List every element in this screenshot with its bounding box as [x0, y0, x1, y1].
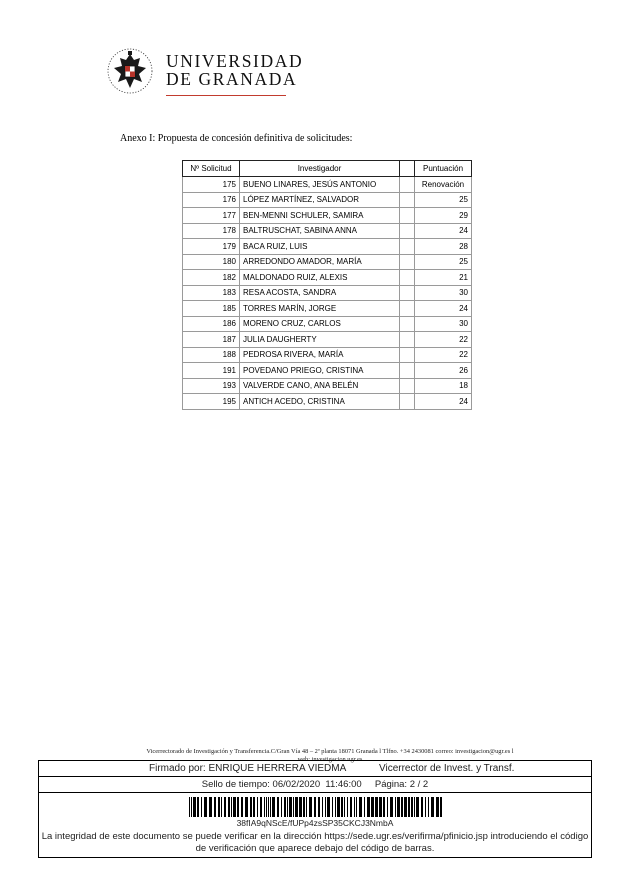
cell-number: 186 [183, 316, 240, 332]
table-row [183, 192, 472, 208]
cell-number: 183 [183, 285, 240, 301]
cell-score: 18 [415, 378, 472, 394]
cell-number: 175 [183, 177, 240, 193]
cell-number: 185 [183, 301, 240, 317]
cell-score: 24 [415, 394, 472, 410]
cell-score: 28 [415, 239, 472, 255]
barcode-icon [189, 797, 445, 817]
cell-number: 179 [183, 239, 240, 255]
applications-table [182, 160, 472, 410]
table-row [183, 239, 472, 255]
cell-researcher: BALTRUSCHAT, SABINA ANNA [240, 223, 400, 239]
cell-score: 29 [415, 208, 472, 224]
cell-number: 187 [183, 332, 240, 348]
cell-spacer [400, 254, 415, 270]
table-row [183, 363, 472, 379]
cell-score: 25 [415, 254, 472, 270]
cell-spacer [400, 332, 415, 348]
table-row [183, 177, 472, 193]
cell-number: 182 [183, 270, 240, 286]
table-header-row [183, 161, 472, 177]
signer-row [39, 761, 591, 777]
cell-researcher: BACA RUIZ, LUIS [240, 239, 400, 255]
cell-researcher: LÓPEZ MARTÍNEZ, SALVADOR [240, 192, 400, 208]
col-header-score: Puntuación [415, 161, 472, 177]
table-row [183, 254, 472, 270]
table-row [183, 347, 472, 363]
logo-divider [166, 95, 286, 96]
cell-researcher: ARREDONDO AMADOR, MARÍA [240, 254, 400, 270]
col-header-researcher: Investigador [240, 161, 400, 177]
cell-spacer [400, 316, 415, 332]
cell-spacer [400, 285, 415, 301]
cell-spacer [400, 378, 415, 394]
table-row [183, 301, 472, 317]
signer-role: Vicerrector de Invest. y Transf. [379, 763, 515, 774]
cell-researcher: VALVERDE CANO, ANA BELÉN [240, 378, 400, 394]
university-name-line2: DE GRANADA [166, 69, 298, 89]
cell-researcher: ANTICH ACEDO, CRISTINA [240, 394, 400, 410]
verification-code: 38fIA9qNScE/fUPp4zsSP35CKCJ3NmbA [236, 818, 394, 828]
university-crest-icon [104, 46, 156, 96]
verification-instructions: La integridad de este documento se puede verificar en la dirección https://sede.ugr.es/verifirma/pfinicio.jsp introduciendo el código de verificación que aparece debajo del código de barras. [41, 831, 589, 854]
cell-number: 176 [183, 192, 240, 208]
table-row [183, 332, 472, 348]
table-row [183, 378, 472, 394]
cell-score: 24 [415, 223, 472, 239]
cell-score: 21 [415, 270, 472, 286]
cell-spacer [400, 270, 415, 286]
signature-box [38, 760, 592, 858]
cell-score: 22 [415, 332, 472, 348]
col-header-spacer [400, 161, 415, 177]
university-logo [104, 42, 304, 102]
cell-spacer [400, 394, 415, 410]
signer-name: Firmado por: ENRIQUE HERRERA VIEDMA [149, 763, 347, 774]
cell-number: 195 [183, 394, 240, 410]
annex-title: Anexo I: Propuesta de concesión definitiva de solicitudes: [120, 133, 353, 144]
cell-number: 178 [183, 223, 240, 239]
cell-number: 180 [183, 254, 240, 270]
cell-spacer [400, 177, 415, 193]
cell-researcher: RESA ACOSTA, SANDRA [240, 285, 400, 301]
cell-number: 177 [183, 208, 240, 224]
table-row [183, 208, 472, 224]
footer-contact-note: Vicerrectorado de Investigación y Transferencia.C/Gran Vía 48 – 2ª planta 18071 Granada l Tlfno. +34 2430081 correo: investigacion@ugr.es l web: investigacion.ugr.es [146, 748, 514, 763]
timestamp-row: Sello de tiempo: 06/02/2020 11:46:00 Página: 2 / 2 [39, 777, 591, 793]
cell-score: 22 [415, 347, 472, 363]
university-name-line1: UNIVERSIDAD [166, 51, 304, 71]
table-row [183, 285, 472, 301]
cell-spacer [400, 347, 415, 363]
cell-researcher: TORRES MARÍN, JORGE [240, 301, 400, 317]
cell-researcher: POVEDANO PRIEGO, CRISTINA [240, 363, 400, 379]
cell-researcher: BUENO LINARES, JESÚS ANTONIO [240, 177, 400, 193]
cell-researcher: PEDROSA RIVERA, MARÍA [240, 347, 400, 363]
table-row [183, 270, 472, 286]
table-row [183, 223, 472, 239]
cell-spacer [400, 301, 415, 317]
cell-score: 30 [415, 316, 472, 332]
cell-researcher: JULIA DAUGHERTY [240, 332, 400, 348]
university-name [166, 52, 303, 88]
cell-spacer [400, 192, 415, 208]
cell-number: 188 [183, 347, 240, 363]
cell-score: 24 [415, 301, 472, 317]
table-row [183, 316, 472, 332]
cell-number: 191 [183, 363, 240, 379]
cell-spacer [400, 363, 415, 379]
cell-score: 26 [415, 363, 472, 379]
table-row [183, 394, 472, 410]
cell-researcher: BEN-MENNI SCHULER, SAMIRA [240, 208, 400, 224]
cell-number: 193 [183, 378, 240, 394]
cell-score: Renovación [415, 177, 472, 193]
cell-score: 25 [415, 192, 472, 208]
cell-researcher: MALDONADO RUIZ, ALEXIS [240, 270, 400, 286]
cell-spacer [400, 208, 415, 224]
cell-score: 30 [415, 285, 472, 301]
col-header-number: Nº Solicitud [183, 161, 240, 177]
cell-researcher: MORENO CRUZ, CARLOS [240, 316, 400, 332]
cell-spacer [400, 223, 415, 239]
cell-spacer [400, 239, 415, 255]
